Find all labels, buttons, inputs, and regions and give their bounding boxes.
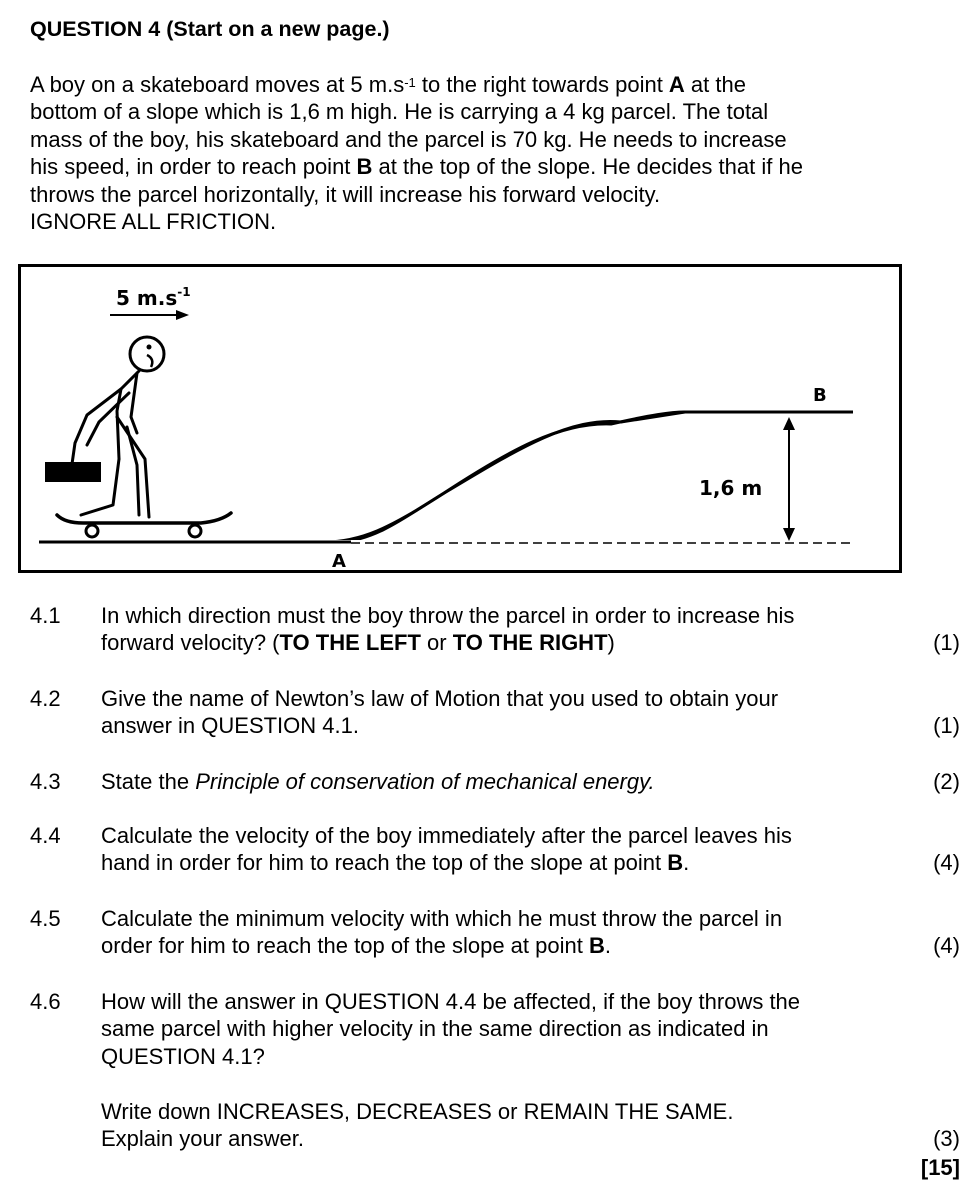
question-title: QUESTION 4 (Start on a new page.) — [30, 17, 390, 41]
height-label: 1,6 m — [699, 476, 763, 500]
question-marks: (3) — [933, 1126, 960, 1151]
height-arrow — [783, 417, 795, 541]
boy-figure — [71, 337, 164, 517]
question-number: 4.4 — [30, 823, 61, 848]
question-text: Calculate the velocity of the boy immediately after the parcel leaves his hand in order for him to reach the top of the slope at point B. — [101, 823, 792, 876]
skateboard-wheel-back — [86, 525, 98, 537]
diagram-svg — [21, 267, 899, 570]
boy-torso-inner — [131, 373, 137, 433]
intro-line-3: mass of the boy, his skateboard and the parcel is 70 kg. He needs to increase — [30, 126, 787, 152]
velocity-arrow — [110, 310, 189, 320]
question-number: 4.2 — [30, 686, 61, 711]
skateboard-wheel-front — [189, 525, 201, 537]
skateboard-slope-diagram — [18, 264, 902, 573]
skateboard — [57, 513, 231, 537]
boy-face — [147, 345, 153, 368]
question-text: Calculate the minimum velocity with which he must throw the parcel in order for him to reach the top of the slope at point B. — [101, 906, 783, 959]
intro-line-1: A boy on a skateboard moves at 5 $m.s^{-1}$ to the right towards point A at the — [30, 72, 746, 97]
intro-line-4: his speed, in order to reach point B at the top of the slope. He decides that if he — [30, 154, 803, 180]
question-text: How will the answer in QUESTION 4.4 be affected, if the boy throws the same parcel with higher velocity in the same direction as indicated in QUESTION 4.1? Write down INCREASES, DECREASES or REMAIN THE SAME. Explain your answer. — [101, 989, 801, 1152]
boy-leg-front — [117, 417, 149, 517]
question-text: State the Principle of conservation of mechanical energy. — [101, 769, 655, 794]
question-text: Give the name of Newton’s law of Motion that you used to obtain your answer in QUESTION 4.1. — [101, 686, 779, 739]
intro-line-6: IGNORE ALL FRICTION. — [30, 209, 277, 235]
question-number: 4.1 — [30, 603, 61, 628]
boy-head — [130, 337, 164, 371]
parcel — [45, 462, 101, 482]
point-a-label: A — [332, 551, 346, 570]
intro-line-2: bottom of a slope which is 1,6 m high. He is carrying a 4 kg parcel. The total — [30, 99, 769, 125]
question-number: 4.3 — [30, 769, 61, 794]
question-marks: (4) — [933, 850, 960, 876]
question-number: 4.5 — [30, 906, 61, 931]
question-marks: (1) — [933, 713, 960, 739]
question-number: 4.6 — [30, 989, 61, 1014]
intro-line-5: throws the parcel horizontally, it will increase his forward velocity. — [30, 181, 661, 207]
question-intro — [30, 71, 930, 235]
velocity-label: 5 $m.s^{-1}$ — [116, 285, 191, 310]
question-text: In which direction must the boy throw the parcel in order to increase his forward velocity? (TO THE LEFT or TO THE RIGHT) — [101, 603, 795, 656]
question-marks: (1) — [933, 630, 960, 656]
total-marks: [15] — [920, 1155, 960, 1180]
point-b-label: B — [813, 385, 827, 406]
question-marks: (4) — [933, 933, 960, 959]
question-marks: (2) — [933, 769, 960, 794]
slope-curve-smooth — [321, 412, 685, 542]
